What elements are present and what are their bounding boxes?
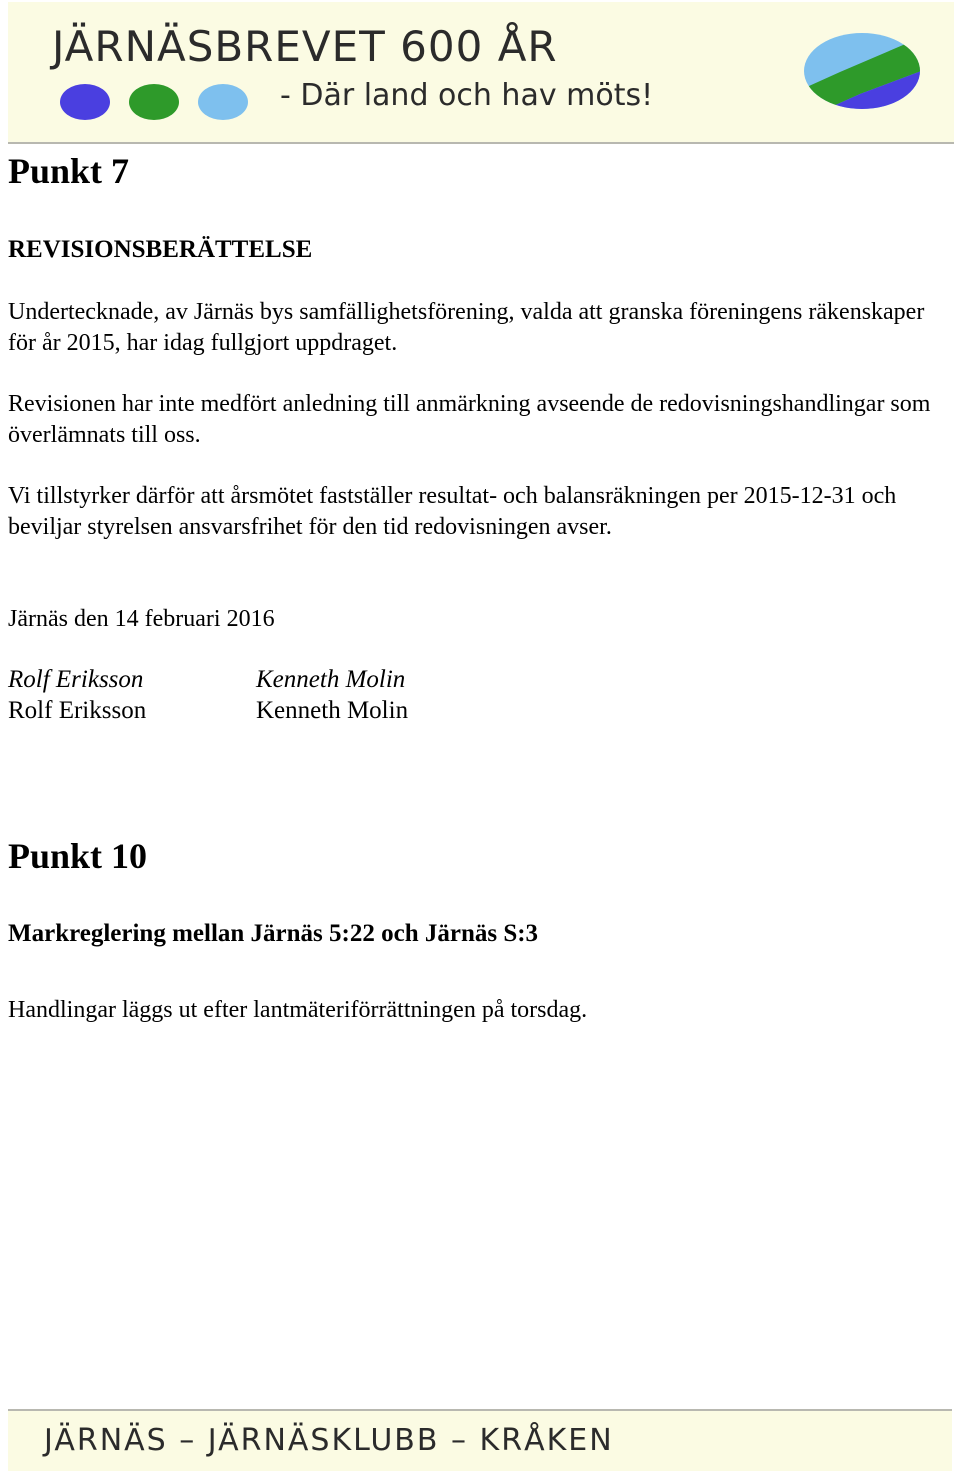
blue-dot-icon xyxy=(60,84,110,120)
printed-name-kenneth-molin: Kenneth Molin xyxy=(256,697,409,724)
land-sea-emblem-icon xyxy=(800,30,924,112)
section-subheading-revisionsberattelse: REVISIONSBERÄTTELSE xyxy=(8,236,313,263)
footer-text: JÄRNÄS – JÄRNÄSKLUBB – KRÅKEN xyxy=(44,1423,614,1458)
lightblue-dot-icon xyxy=(198,84,248,120)
newsletter-title: JÄRNÄSBREVET 600 ÅR xyxy=(52,22,558,71)
paragraph-handlingar: Handlingar läggs ut efter lantmäteriförrättningen på torsdag. xyxy=(8,997,588,1023)
date-line: Järnäs den 14 februari 2016 xyxy=(8,606,275,632)
footer-banner xyxy=(8,1409,952,1471)
newsletter-subtitle: - Där land och hav möts! xyxy=(280,78,654,113)
signature-rolf-eriksson: Rolf Eriksson xyxy=(8,666,144,693)
section-heading-punkt-7: Punkt 7 xyxy=(8,151,130,191)
paragraph-1: Undertecknade, av Järnäs bys samfällighetsförening, valda att granska föreningens räkenskaper för år 2015, har idag fullgjort uppdraget. xyxy=(8,299,925,356)
header-banner xyxy=(8,2,954,144)
signature-kenneth-molin: Kenneth Molin xyxy=(256,666,406,693)
green-dot-icon xyxy=(129,84,179,120)
paragraph-3: Vi tillstyrker därför att årsmötet fastställer resultat- och balansräkningen per 2015-12-31 och beviljar styrelsen ansvarsfrihet för den tid redovisningen avser. xyxy=(8,483,897,540)
paragraph-2: Revisionen har inte medfört anledning till anmärkning avseende de redovisningshandlingar som överlämnats till oss. xyxy=(8,391,931,448)
printed-name-rolf-eriksson: Rolf Eriksson xyxy=(8,697,147,724)
section-subheading-markreglering: Markreglering mellan Järnäs 5:22 och Järnäs S:3 xyxy=(8,920,539,947)
section-heading-punkt-10: Punkt 10 xyxy=(8,836,148,876)
